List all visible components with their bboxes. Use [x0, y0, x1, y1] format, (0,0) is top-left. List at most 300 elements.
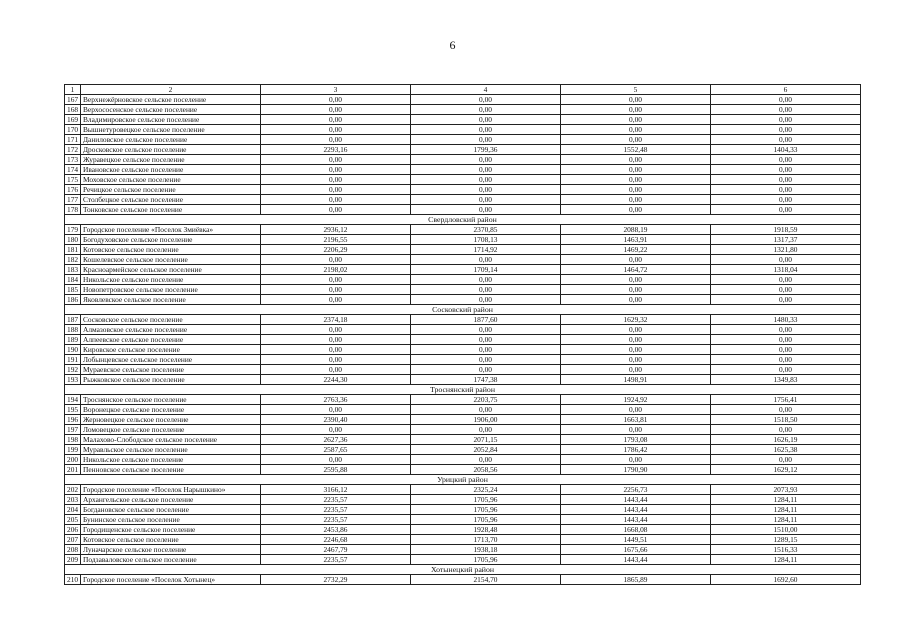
value-col-5: 0,00 [561, 455, 711, 465]
value-col-4: 1705,96 [411, 555, 561, 565]
value-col-6: 0,00 [711, 295, 861, 305]
value-col-4: 0,00 [411, 325, 561, 335]
value-col-6: 1918,59 [711, 225, 861, 235]
value-col-3: 0,00 [261, 185, 411, 195]
row-number: 209 [65, 555, 81, 565]
settlement-name: Верхнежёрновское сельское поселение [81, 95, 261, 105]
value-col-4: 0,00 [411, 405, 561, 415]
value-col-6: 0,00 [711, 405, 861, 415]
table-row [65, 335, 861, 345]
value-col-4: 1799,36 [411, 145, 561, 155]
table-row [65, 175, 861, 185]
value-col-3: 0,00 [261, 335, 411, 345]
row-number: 178 [65, 205, 81, 215]
value-col-4: 1705,96 [411, 515, 561, 525]
value-col-3: 2587,65 [261, 445, 411, 455]
value-col-6: 1284,11 [711, 515, 861, 525]
row-number: 174 [65, 165, 81, 175]
value-col-6: 0,00 [711, 365, 861, 375]
value-col-3: 0,00 [261, 295, 411, 305]
value-col-3: 0,00 [261, 285, 411, 295]
column-header: 3 [261, 85, 411, 95]
value-col-6: 0,00 [711, 325, 861, 335]
settlement-name: Тонковское сельское поселение [81, 205, 261, 215]
settlement-name: Жерновецкое сельское поселение [81, 415, 261, 425]
settlement-name: Вышнетуровецкое сельское поселение [81, 125, 261, 135]
value-col-3: 2627,36 [261, 435, 411, 445]
value-col-5: 0,00 [561, 355, 711, 365]
settlement-name: Городское поселение «Поселок Змиёвка» [81, 225, 261, 235]
row-number: 177 [65, 195, 81, 205]
column-header: 5 [561, 85, 711, 95]
value-col-3: 0,00 [261, 125, 411, 135]
value-col-6: 0,00 [711, 345, 861, 355]
value-col-5: 0,00 [561, 195, 711, 205]
district-heading-row [65, 475, 861, 485]
settlement-name: Богодуховское сельское поселение [81, 235, 261, 245]
value-col-5: 0,00 [561, 295, 711, 305]
row-number: 188 [65, 325, 81, 335]
value-col-3: 0,00 [261, 255, 411, 265]
value-col-6: 0,00 [711, 165, 861, 175]
settlement-name: Мураевское сельское поселение [81, 365, 261, 375]
settlement-name: Моховское сельское поселение [81, 175, 261, 185]
value-col-4: 0,00 [411, 355, 561, 365]
value-col-5: 0,00 [561, 175, 711, 185]
table-row [65, 145, 861, 155]
value-col-6: 0,00 [711, 135, 861, 145]
value-col-3: 2467,79 [261, 545, 411, 555]
value-col-4: 0,00 [411, 335, 561, 345]
value-col-6: 1284,11 [711, 555, 861, 565]
value-col-6: 1284,11 [711, 495, 861, 505]
settlement-name: Кировское сельское поселение [81, 345, 261, 355]
value-col-6: 0,00 [711, 155, 861, 165]
value-col-5: 1443,44 [561, 505, 711, 515]
value-col-4: 0,00 [411, 95, 561, 105]
table-row [65, 115, 861, 125]
value-col-3: 2936,12 [261, 225, 411, 235]
value-col-5: 0,00 [561, 115, 711, 125]
value-col-6: 1480,33 [711, 315, 861, 325]
value-col-5: 1443,44 [561, 555, 711, 565]
value-col-5: 0,00 [561, 155, 711, 165]
value-col-4: 2071,15 [411, 435, 561, 445]
settlement-name: Городское поселение «Поселок Хотынец» [81, 575, 261, 585]
table-row [65, 405, 861, 415]
value-col-6: 1317,37 [711, 235, 861, 245]
value-col-4: 0,00 [411, 155, 561, 165]
column-header: 4 [411, 85, 561, 95]
value-col-4: 2154,70 [411, 575, 561, 585]
value-col-6: 1404,33 [711, 145, 861, 155]
row-number: 204 [65, 505, 81, 515]
table-row [65, 155, 861, 165]
row-number: 171 [65, 135, 81, 145]
value-col-4: 0,00 [411, 275, 561, 285]
value-col-3: 2196,55 [261, 235, 411, 245]
row-number: 172 [65, 145, 81, 155]
value-col-5: 1675,66 [561, 545, 711, 555]
value-col-6: 0,00 [711, 95, 861, 105]
value-col-4: 2058,56 [411, 465, 561, 475]
value-col-5: 0,00 [561, 95, 711, 105]
value-col-6: 1284,11 [711, 505, 861, 515]
settlement-name: Подзаваловское сельское поселение [81, 555, 261, 565]
value-col-4: 0,00 [411, 185, 561, 195]
value-col-4: 0,00 [411, 425, 561, 435]
value-col-6: 0,00 [711, 425, 861, 435]
table-row [65, 185, 861, 195]
value-col-5: 1668,08 [561, 525, 711, 535]
value-col-4: 2052,84 [411, 445, 561, 455]
value-col-4: 0,00 [411, 135, 561, 145]
settlement-name: Даниловское сельское поселение [81, 135, 261, 145]
value-col-3: 2453,86 [261, 525, 411, 535]
settlement-name: Никольское сельское поселение [81, 455, 261, 465]
table-row [65, 495, 861, 505]
settlement-name: Ломовецкое сельское поселение [81, 425, 261, 435]
settlement-name: Никольское сельское поселение [81, 275, 261, 285]
value-col-3: 0,00 [261, 155, 411, 165]
row-number: 189 [65, 335, 81, 345]
row-number: 181 [65, 245, 81, 255]
table-row [65, 465, 861, 475]
value-col-5: 0,00 [561, 275, 711, 285]
table-row [65, 575, 861, 585]
settlement-name: Воронецкое сельское поселение [81, 405, 261, 415]
value-col-3: 0,00 [261, 95, 411, 105]
value-col-4: 0,00 [411, 295, 561, 305]
row-number: 196 [65, 415, 81, 425]
value-col-6: 1510,00 [711, 525, 861, 535]
value-col-5: 0,00 [561, 365, 711, 375]
value-col-6: 2073,93 [711, 485, 861, 495]
value-col-6: 1756,41 [711, 395, 861, 405]
settlement-name: Бунинское сельское поселение [81, 515, 261, 525]
settlement-name: Дросковское сельское поселение [81, 145, 261, 155]
row-number: 199 [65, 445, 81, 455]
value-col-4: 0,00 [411, 195, 561, 205]
value-col-5: 0,00 [561, 425, 711, 435]
settlement-name: Новопетровское сельское поселение [81, 285, 261, 295]
value-col-5: 2256,73 [561, 485, 711, 495]
settlement-name: Котовское сельское поселение [81, 535, 261, 545]
row-number: 203 [65, 495, 81, 505]
table-row [65, 505, 861, 515]
value-col-4: 2370,85 [411, 225, 561, 235]
settlement-name: Богдановское сельское поселение [81, 505, 261, 515]
value-col-5: 0,00 [561, 185, 711, 195]
row-number: 184 [65, 275, 81, 285]
settlement-name: Журавецкое сельское поселение [81, 155, 261, 165]
value-col-3: 2206,29 [261, 245, 411, 255]
table-row [65, 325, 861, 335]
value-col-6: 1625,38 [711, 445, 861, 455]
value-col-5: 1443,44 [561, 495, 711, 505]
value-col-6: 0,00 [711, 285, 861, 295]
settlement-name: Городищенское сельское поселение [81, 525, 261, 535]
table-row [65, 445, 861, 455]
value-col-5: 0,00 [561, 255, 711, 265]
settlement-name: Архангельское сельское поселение [81, 495, 261, 505]
row-number: 176 [65, 185, 81, 195]
value-col-3: 2246,68 [261, 535, 411, 545]
value-col-6: 1626,19 [711, 435, 861, 445]
value-col-3: 0,00 [261, 345, 411, 355]
table-row [65, 135, 861, 145]
value-col-3: 0,00 [261, 325, 411, 335]
settlement-name: Алпеевское сельское поселение [81, 335, 261, 345]
value-col-4: 0,00 [411, 105, 561, 115]
settlement-name: Ивановское сельское поселение [81, 165, 261, 175]
settlement-name: Красноармейское сельское поселение [81, 265, 261, 275]
table-row [65, 375, 861, 385]
value-col-6: 0,00 [711, 195, 861, 205]
row-number: 170 [65, 125, 81, 135]
row-number: 210 [65, 575, 81, 585]
table-row [65, 225, 861, 235]
value-col-4: 0,00 [411, 125, 561, 135]
table-row [65, 105, 861, 115]
table-row [65, 435, 861, 445]
value-col-6: 0,00 [711, 115, 861, 125]
column-header: 1 [65, 85, 81, 95]
value-col-6: 1321,80 [711, 245, 861, 255]
value-col-5: 0,00 [561, 285, 711, 295]
value-col-5: 1449,51 [561, 535, 711, 545]
value-col-6: 0,00 [711, 175, 861, 185]
row-number: 193 [65, 375, 81, 385]
settlement-name: Столбецкое сельское поселение [81, 195, 261, 205]
value-col-4: 0,00 [411, 255, 561, 265]
value-col-6: 1318,04 [711, 265, 861, 275]
column-number-row [65, 85, 861, 95]
value-col-6: 1518,50 [711, 415, 861, 425]
data-table [64, 84, 861, 585]
table-row [65, 365, 861, 375]
page-number: 6 [449, 38, 456, 52]
row-number: 207 [65, 535, 81, 545]
value-col-4: 0,00 [411, 345, 561, 355]
table-row [65, 315, 861, 325]
row-number: 183 [65, 265, 81, 275]
value-col-5: 0,00 [561, 405, 711, 415]
value-col-3: 2235,57 [261, 505, 411, 515]
value-col-5: 1498,91 [561, 375, 711, 385]
value-col-3: 0,00 [261, 135, 411, 145]
value-col-3: 2244,30 [261, 375, 411, 385]
value-col-4: 1708,13 [411, 235, 561, 245]
settlement-name: Кошелевское сельское поселение [81, 255, 261, 265]
value-col-5: 1924,92 [561, 395, 711, 405]
district-heading: Хотынецкий район [65, 565, 861, 575]
value-col-6: 1349,83 [711, 375, 861, 385]
settlement-name: Рыжковское сельское поселение [81, 375, 261, 385]
value-col-5: 1552,48 [561, 145, 711, 155]
table-row [65, 395, 861, 405]
value-col-3: 2595,88 [261, 465, 411, 475]
settlement-name: Сосковское сельское поселение [81, 315, 261, 325]
table-row [65, 165, 861, 175]
value-col-4: 2203,75 [411, 395, 561, 405]
settlement-name: Луначарское сельское поселение [81, 545, 261, 555]
row-number: 198 [65, 435, 81, 445]
row-number: 185 [65, 285, 81, 295]
value-col-3: 2293,16 [261, 145, 411, 155]
table-row [65, 265, 861, 275]
value-col-4: 1938,18 [411, 545, 561, 555]
value-col-5: 0,00 [561, 335, 711, 345]
table-row [65, 255, 861, 265]
row-number: 191 [65, 355, 81, 365]
district-heading-row [65, 305, 861, 315]
settlement-name: Верхососенское сельское поселение [81, 105, 261, 115]
column-header: 6 [711, 85, 861, 95]
row-number: 202 [65, 485, 81, 495]
value-col-4: 0,00 [411, 365, 561, 375]
value-col-3: 2763,36 [261, 395, 411, 405]
value-col-4: 0,00 [411, 175, 561, 185]
table-row [65, 125, 861, 135]
table-row [65, 195, 861, 205]
value-col-5: 2088,19 [561, 225, 711, 235]
value-col-5: 1463,91 [561, 235, 711, 245]
value-col-4: 1709,14 [411, 265, 561, 275]
value-col-4: 1906,00 [411, 415, 561, 425]
table-row [65, 245, 861, 255]
value-col-4: 2325,24 [411, 485, 561, 495]
value-col-3: 0,00 [261, 195, 411, 205]
value-col-6: 0,00 [711, 335, 861, 345]
district-heading: Свердловский район [65, 215, 861, 225]
settlement-name: Речицкое сельское поселение [81, 185, 261, 195]
value-col-5: 0,00 [561, 125, 711, 135]
table-row [65, 345, 861, 355]
value-col-4: 1928,48 [411, 525, 561, 535]
value-col-3: 2235,57 [261, 515, 411, 525]
value-col-3: 0,00 [261, 105, 411, 115]
table-row [65, 535, 861, 545]
value-col-6: 0,00 [711, 205, 861, 215]
value-col-4: 0,00 [411, 285, 561, 295]
settlement-name: Пенновское сельское поселение [81, 465, 261, 475]
value-col-3: 2732,29 [261, 575, 411, 585]
district-heading-row [65, 565, 861, 575]
value-col-4: 1705,96 [411, 505, 561, 515]
value-col-5: 1790,90 [561, 465, 711, 475]
value-col-5: 0,00 [561, 135, 711, 145]
table-row [65, 515, 861, 525]
value-col-4: 1877,60 [411, 315, 561, 325]
value-col-6: 0,00 [711, 355, 861, 365]
row-number: 187 [65, 315, 81, 325]
row-number: 206 [65, 525, 81, 535]
value-col-4: 0,00 [411, 205, 561, 215]
value-col-3: 2390,40 [261, 415, 411, 425]
table-row [65, 525, 861, 535]
value-col-5: 0,00 [561, 325, 711, 335]
column-header: 2 [81, 85, 261, 95]
value-col-3: 0,00 [261, 205, 411, 215]
row-number: 200 [65, 455, 81, 465]
row-number: 205 [65, 515, 81, 525]
row-number: 168 [65, 105, 81, 115]
value-col-6: 1629,12 [711, 465, 861, 475]
value-col-3: 0,00 [261, 355, 411, 365]
value-col-3: 0,00 [261, 115, 411, 125]
value-col-6: 1516,33 [711, 545, 861, 555]
value-col-3: 2374,18 [261, 315, 411, 325]
value-col-3: 0,00 [261, 425, 411, 435]
value-col-5: 1629,32 [561, 315, 711, 325]
value-col-3: 2198,02 [261, 265, 411, 275]
value-col-6: 0,00 [711, 185, 861, 195]
row-number: 180 [65, 235, 81, 245]
value-col-3: 2235,57 [261, 555, 411, 565]
value-col-4: 0,00 [411, 455, 561, 465]
row-number: 167 [65, 95, 81, 105]
value-col-6: 0,00 [711, 105, 861, 115]
value-col-3: 2235,57 [261, 495, 411, 505]
district-heading: Троснянский район [65, 385, 861, 395]
row-number: 192 [65, 365, 81, 375]
value-col-3: 0,00 [261, 165, 411, 175]
row-number: 186 [65, 295, 81, 305]
table-row [65, 555, 861, 565]
value-col-5: 0,00 [561, 345, 711, 355]
settlement-name: Владимировское сельское поселение [81, 115, 261, 125]
value-col-5: 1793,08 [561, 435, 711, 445]
row-number: 169 [65, 115, 81, 125]
table-row [65, 415, 861, 425]
table-row [65, 95, 861, 105]
value-col-4: 1714,92 [411, 245, 561, 255]
district-heading-row [65, 215, 861, 225]
row-number: 197 [65, 425, 81, 435]
settlement-name: Алмазовское сельское поселение [81, 325, 261, 335]
value-col-5: 0,00 [561, 165, 711, 175]
value-col-5: 1464,72 [561, 265, 711, 275]
value-col-5: 1865,89 [561, 575, 711, 585]
settlement-name: Лобынцевское сельское поселение [81, 355, 261, 365]
row-number: 201 [65, 465, 81, 475]
value-col-5: 0,00 [561, 205, 711, 215]
row-number: 173 [65, 155, 81, 165]
value-col-3: 0,00 [261, 275, 411, 285]
value-col-6: 0,00 [711, 255, 861, 265]
value-col-3: 0,00 [261, 175, 411, 185]
value-col-4: 0,00 [411, 115, 561, 125]
row-number: 194 [65, 395, 81, 405]
row-number: 208 [65, 545, 81, 555]
table-row [65, 205, 861, 215]
settlement-name: Городское поселение «Поселок Нарышкино» [81, 485, 261, 495]
row-number: 190 [65, 345, 81, 355]
value-col-5: 0,00 [561, 105, 711, 115]
value-col-5: 1443,44 [561, 515, 711, 525]
settlement-name: Муравльское сельское поселение [81, 445, 261, 455]
value-col-4: 0,00 [411, 165, 561, 175]
table-row [65, 275, 861, 285]
settlement-name: Котовское сельское поселение [81, 245, 261, 255]
district-heading: Урицкий район [65, 475, 861, 485]
value-col-6: 0,00 [711, 455, 861, 465]
value-col-6: 0,00 [711, 125, 861, 135]
row-number: 182 [65, 255, 81, 265]
value-col-5: 1786,42 [561, 445, 711, 455]
district-heading-row [65, 385, 861, 395]
